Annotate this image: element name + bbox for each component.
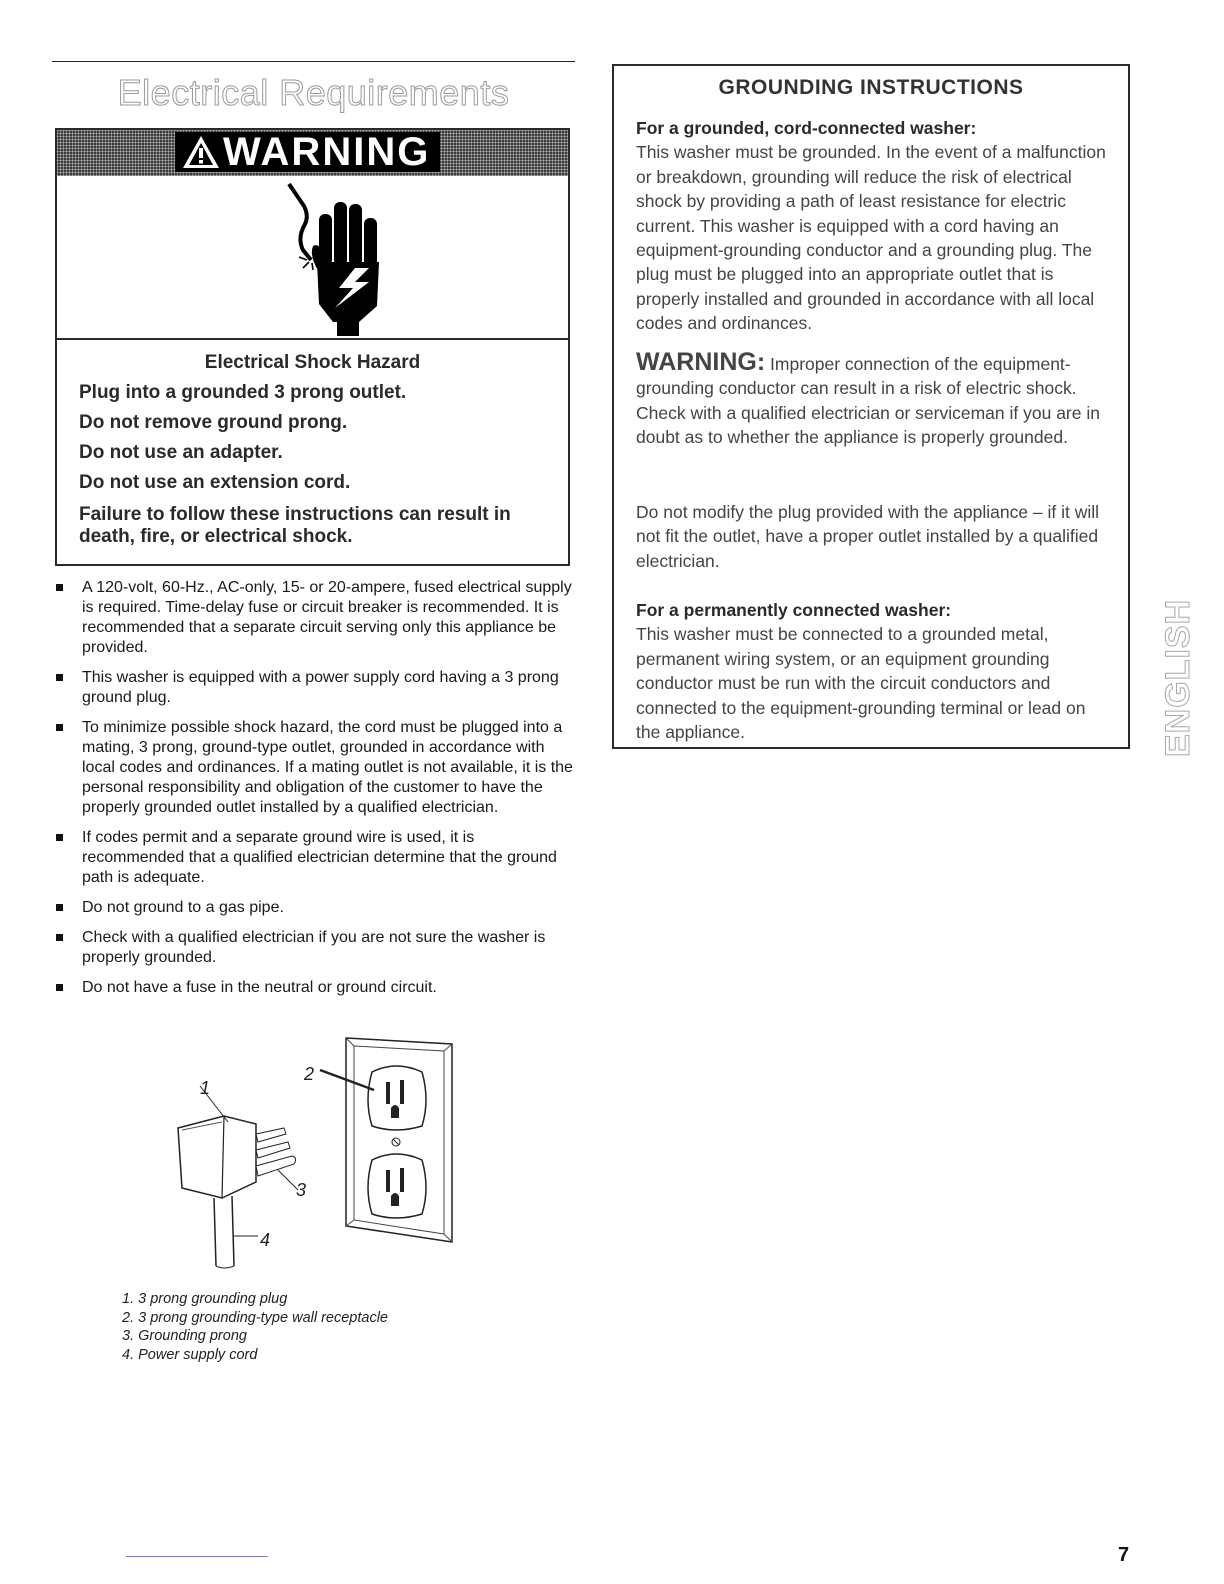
permanent-connection-section [636,598,1114,744]
bullet-square-icon [56,984,63,991]
bottom-rule [126,1556,268,1557]
figure-label-2: 2 [304,1064,315,1084]
warning-consequence-line: death, fire, or electrical shock. [79,526,353,547]
warning-header-band [57,130,568,176]
permanent-connection-text: This washer must be connected to a grounded metal, permanent wiring system, or an equipment grounding conductor must be run with the circuit conductors and connected to the equipment-grounding terminal or lead on the appliance. [636,624,1086,743]
modify-plug-text: Do not modify the plug provided with the appliance – if it will not fit the outlet, have a proper outlet installed by a qualified electrician. [636,502,1100,571]
section-title: Electrical Requirements [117,72,510,113]
list-item: Do not ground to a gas pipe. [52,898,577,918]
list-item: To minimize possible shock hazard, the cord must be plugged into a mating, 3 prong, ground-type outlet, grounded in accordance with local codes and ordinances. If a mating outlet is not available, it is the personal responsibility and obligation of the customer to have the properly grounded outlet installed by a qualified electrician. [52,718,577,818]
bullet-square-icon [56,674,63,681]
figure-caption: 3. Grounding prong [122,1328,247,1344]
figure-caption: 4. Power supply cord [122,1346,258,1363]
bullet-square-icon [56,904,63,911]
plug-and-outlet-figure [160,1030,460,1280]
warning-text: Improper connection of the equipment-grounding conductor can result in a risk of electric shock. Check with a qualified electrician or serviceman if you are in doubt as to whether the appliance is properly grounded. [636,354,1100,448]
warning-banner-text: WARNING [223,129,431,174]
warning-line: Do not use an adapter. [79,442,283,463]
warning-banner [175,129,440,174]
cord-connected-heading: For a grounded, cord-connected washer: [636,118,977,138]
figure-label-1: 1 [200,1078,211,1098]
hazard-title: Electrical Shock Hazard [204,352,421,373]
list-item: This washer is equipped with a power supply cord having a 3 prong ground plug. [52,668,577,708]
page-number: 7 [1118,1544,1130,1566]
list-item: A 120-volt, 60-Hz., AC-only, 15- or 20-ampere, fused electrical supply is required. Time-delay fuse or circuit breaker is recommended. It is recommended that a separate circuit serving only this appliance be provided. [52,578,577,658]
figure-caption: 1. 3 prong grounding plug [122,1291,288,1307]
shock-illustration-area [57,176,568,340]
warning-triangle-icon [181,134,221,170]
list-item: Do not have a fuse in the neutral or ground circuit. [52,978,577,998]
bullet-square-icon [56,724,63,731]
figure-label-4: 4 [260,1230,271,1250]
warning-line: Do not remove ground prong. [79,412,348,433]
warning-line: Plug into a grounded 3 prong outlet. [79,382,407,403]
grounding-instructions-box [612,64,1130,749]
figure-caption: 2. 3 prong grounding-type wall receptacle [122,1309,388,1326]
warning-box [55,128,570,566]
list-item: Check with a qualified electrician if you are not sure the washer is properly grounded. [52,928,577,968]
bullet-square-icon [56,834,63,841]
warning-consequence-line: Failure to follow these instructions can result in [79,504,511,525]
cord-connected-section [636,116,1114,336]
warning-text-area [57,340,568,564]
bullet-square-icon [56,584,63,591]
warning-line: Do not use an extension cord. [79,472,351,493]
bullet-square-icon [56,934,63,941]
language-side-tab: ENGLISH [1159,598,1197,757]
requirements-list [52,578,577,1008]
top-rule [52,61,575,62]
list-item: If codes permit and a separate ground wire is used, it is recommended that a qualified electrician determine that the ground path is adequate. [52,828,577,888]
grounding-title: GROUNDING INSTRUCTIONS [718,76,1024,99]
electric-shock-hand-icon [57,176,572,338]
warning-word: WARNING: [636,348,766,376]
cord-connected-text: This washer must be grounded. In the event of a malfunction or breakdown, grounding will reduce the risk of electrical shock by providing a path of least resistance for electric current. This washer is equipped with a cord having an equipment-grounding conductor and a grounding plug. The plug must be plugged into an appropriate outlet that is properly installed and grounded in accordance with all local codes and ordinances. [636,142,1106,334]
figure-captions [122,1290,388,1364]
figure-label-3: 3 [296,1180,307,1200]
permanent-connection-heading: For a permanently connected washer: [636,600,952,620]
warning-section [636,350,1114,450]
